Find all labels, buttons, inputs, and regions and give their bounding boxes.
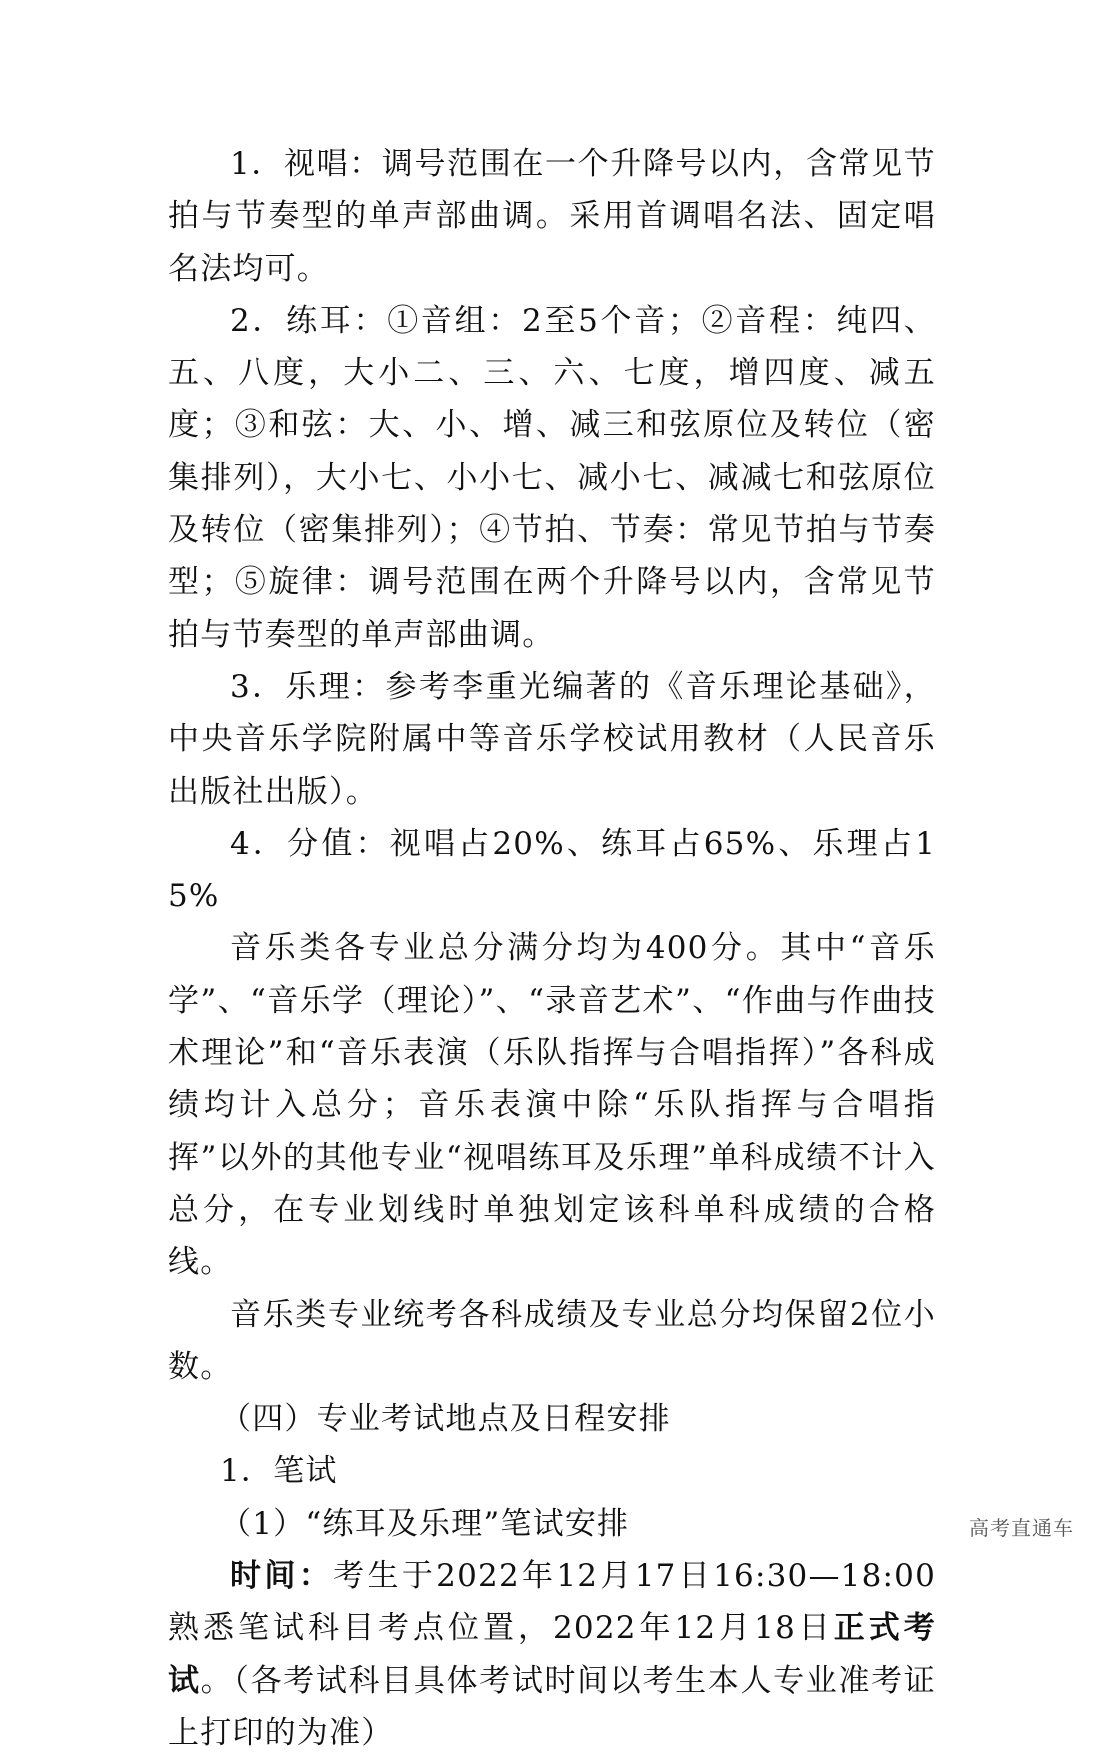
watermark-text: 高考直通车 [969,1516,1074,1540]
paragraph-music-theory: 3．乐理：参考李重光编著的《音乐理论基础》，中央音乐学院附属中等音乐学校试用教材（人民音乐出版社出版）。 [168,668,936,810]
exam-time-note: 。（各考试科目具体考试时间以考生本人专业准考证上打印的为准） [168,1662,936,1751]
paragraph-ear-training: 2．练耳：①音组：2至5个音；②音程：纯四、五、八度，大小二、三、六、七度，增四度、减五度；③和弦：大、小、增、减三和弦原位及转位（密集排列），大小七、小小七、减小七、减减七和弦原位及转位（密集排列）；④节拍、节奏：常见节拍与节奏型；⑤旋律：调号范围在两个升降号以内，含常见节拍与节奏型的单声部曲调。 [168,302,936,653]
section-heading-exam-schedule: （四）专业考试地点及日程安排 [220,1401,671,1438]
paragraph-total-score: 音乐类各专业总分满分均为400分。其中“音乐学”、“音乐学（理论）”、“录音艺术”、“作曲与作曲技术理论”和“音乐表演（乐队指挥与合唱指挥）”各科成绩均计入总分；音乐表演中除“乐队指挥与合唱指挥”以外的其他专业“视唱练耳及乐理”单科成绩不计入总分，在专业划线时单独划定该科单科成绩的合格线。 [168,930,936,1281]
paragraph-score-weights: 4．分值：视唱占20%、练耳占65%、乐理占15% [168,825,936,915]
subheading-ear-theory-arrangement: （1）“练耳及乐理”笔试安排 [220,1505,630,1542]
document-body [168,138,936,1759]
formal-exam-label: 正式考试 [168,1610,936,1699]
subheading-written-exam: 1．笔试 [220,1453,338,1490]
paragraph-exam-time [168,1550,936,1759]
paragraph-sight-singing: 1．视唱：调号范围在一个升降号以内，含常见节拍与节奏型的单声部曲调。采用首调唱名法、固定唱名法均可。 [168,146,936,287]
time-label: 时间： [230,1558,334,1595]
exam-time-text: 考生于2022年12月17日16:30—18:00熟悉笔试科目考点位置，2022年12月18日 [168,1558,936,1647]
paragraph-decimal-places: 音乐类专业统考各科成绩及专业总分均保留2位小数。 [168,1296,936,1385]
